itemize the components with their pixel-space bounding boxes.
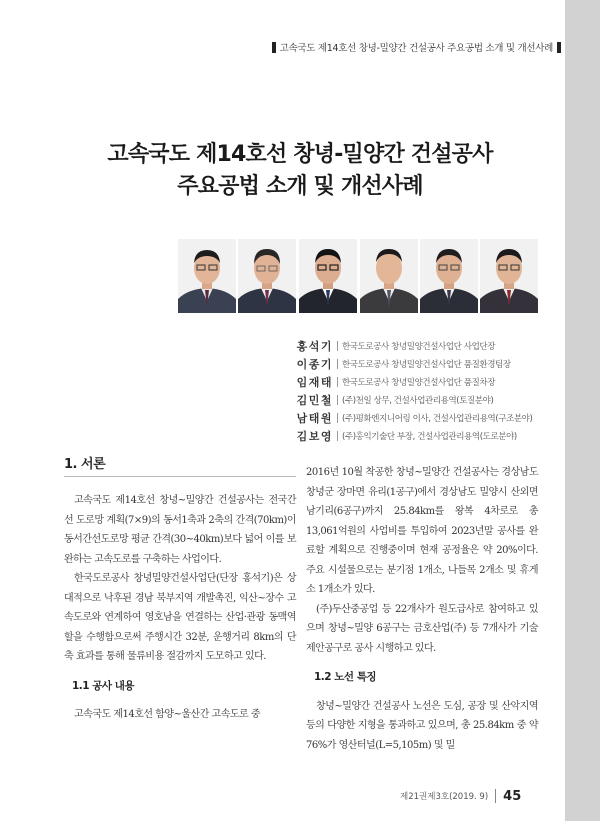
author-affiliation: 한국도로공사 창녕밀양건설사업단 품질차장 [342,378,496,388]
author-row [238,355,558,373]
author-row [238,409,558,427]
body-paragraph: (주)두산중공업 등 22개사가 원도급사로 참여하고 있으며 창녕~밀양 6공구는 금호산업(주) 등 7개사가 기술제안공구로 공사 시행하고 있다. [306,603,538,654]
author-separator [337,413,338,423]
author-photo-1 [178,239,236,313]
author-name: 김보영 [296,430,333,443]
body-column-right [306,463,538,755]
page-footer [400,789,521,803]
running-header-text: 고속국도 제14호선 창녕-밀양간 건설공사 주요공법 소개 및 개선사례 [279,43,553,54]
side-strip [565,0,600,821]
author-row [238,373,558,391]
author-photo-6 [480,239,538,313]
subsection-heading-route: 1.2 노선 특징 [314,671,376,683]
body-paragraph: 한국도로공사 창녕밀양건설사업단(단장 홍석기)은 상대적으로 낙후된 경남 북부지역 개발촉진, 익산~장수 고속도로와 연계하여 영호남을 연결하는 산업·관광 동맥역할을 수행함으로써 주행시간 32분, 운행거리 8km의 단축 효과를 통해 물류비용 절감까지 도모하고 있다. [64,573,296,662]
section-heading-introduction: 1. 서론 [64,455,296,477]
body-paragraph: 2016년 10월 착공한 창녕~밀양간 건설공사는 경상남도 창녕군 장마면 유리(1공구)에서 경상남도 밀양시 산외면 남기리(6공구)까지 25.84km를 왕복 4차로로 총 13,061억원의 사업비를 투입하여 2023년말 공사를 완료할 계획으로 진행중이며 현재 공정율은 약 20%이다. 주요 시설물으로는 분기점 1개소, 나들목 2개소 및 휴게소 1개소가 있다. [306,467,538,595]
author-row [238,337,558,355]
author-affiliation: 한국도로공사 창녕밀양건설사업단 사업단장 [342,342,496,352]
body-paragraph: 고속국도 제14호선 함양~울산간 고속도로 중 [74,709,261,720]
header-bar-left [272,42,276,53]
author-photo-3 [299,239,357,313]
author-list [238,337,558,445]
author-affiliation: (주)평화엔지니어링 이사, 건설사업관리용역(구조분야) [342,414,533,424]
author-name: 이종기 [296,358,333,371]
subsection-heading-construction: 1.1 공사 내용 [72,679,134,692]
author-photo-2 [238,239,296,313]
author-photo-4 [360,239,418,313]
author-photo-5 [420,239,478,313]
author-affiliation: (주)홍익기술단 부장, 건설사업관리용역(도로분야) [342,432,517,442]
author-name: 홍석기 [296,340,333,353]
author-separator [337,431,338,441]
running-header [268,40,565,54]
body-paragraph: 창녕~밀양간 건설공사 노선은 도심, 공장 및 산악지역 등의 다양한 지형을 통과하고 있으며, 총 25.84km 중 약 76%가 영산터널(L=5,105m) 및 밀 [306,700,538,751]
footer-separator [495,789,496,803]
page-number: 45 [503,788,522,804]
body-column-left [64,455,296,725]
author-separator [337,341,338,351]
author-name: 임재태 [296,376,333,389]
article-title-line1: 고속국도 제14호선 창녕-밀양간 건설공사 [107,142,493,167]
author-row [238,391,558,409]
author-name: 남태원 [296,412,333,425]
author-affiliation: (주)천일 상무, 건설사업관리용역(토질분야) [342,396,494,406]
author-separator [337,377,338,387]
author-photos [178,239,538,313]
author-row [238,427,558,445]
body-paragraph: 고속국도 제14호선 창녕~밀양간 건설공사는 전국간선 도로망 계획(7×9)의 동서1축과 2축의 간격(70km)이 동서간선도로망 평균 간격(30~40km)보다 넓어 이를 보완하는 고속도로를 구축하는 사업이다. [64,495,296,565]
author-name: 김민철 [296,394,333,407]
author-separator [337,395,338,405]
issue-info: 제21권제3호(2019. 9) [400,792,489,802]
article-title-line2: 주요공법 소개 및 개선사례 [177,174,423,199]
author-affiliation: 한국도로공사 창녕밀양건설사업단 품질환경팀장 [342,360,511,370]
header-bar-right [557,42,561,53]
author-separator [337,359,338,369]
